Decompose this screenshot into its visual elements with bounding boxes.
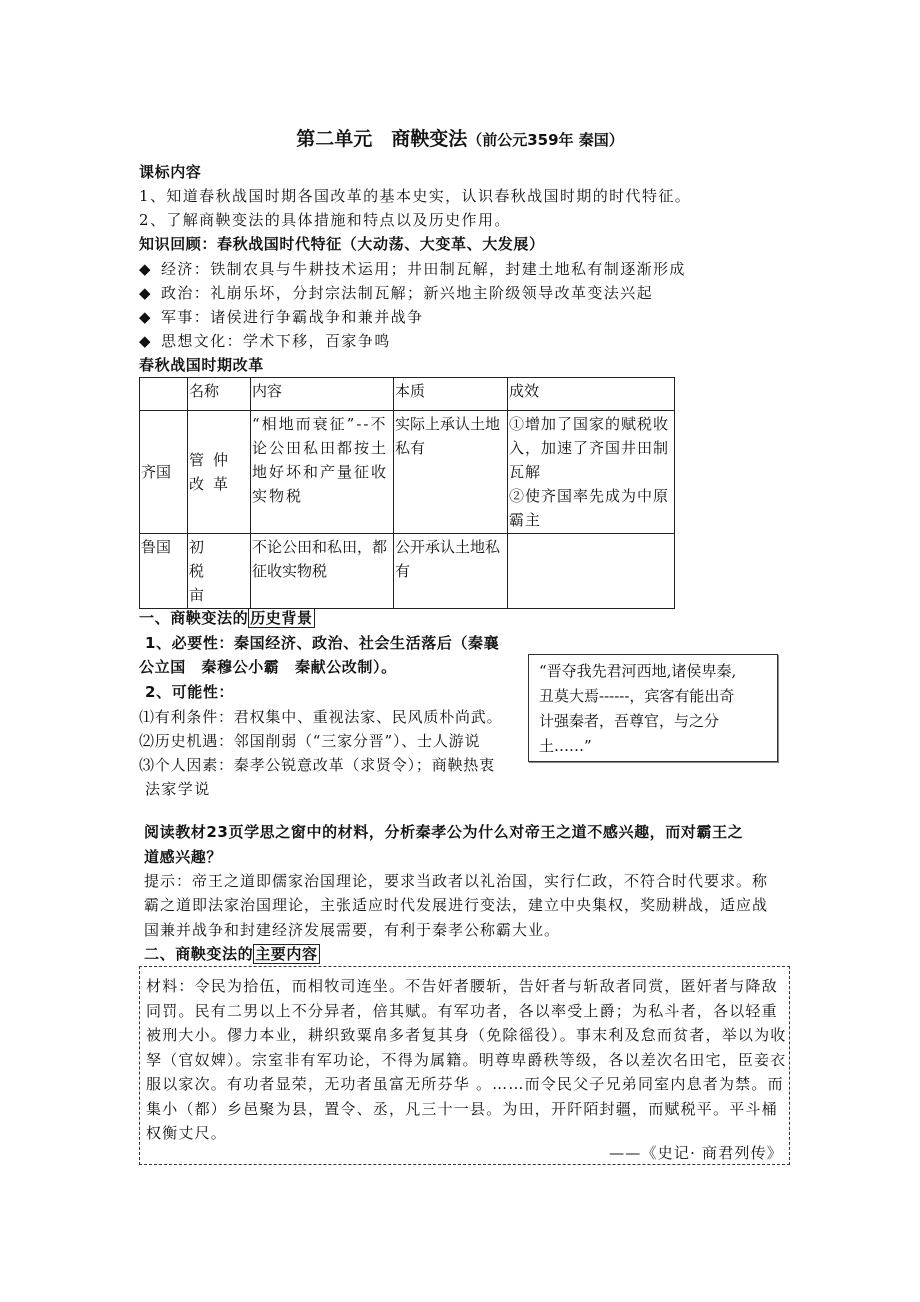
possibility-item: 法家学说 — [145, 780, 211, 798]
table-cell: 公开承认土地私有 — [394, 534, 508, 609]
material-box — [139, 966, 790, 1165]
review-item — [139, 283, 653, 303]
table-header: 成效 — [508, 378, 675, 411]
diamond-bullet-icon: ◆ — [139, 332, 152, 350]
heading-prefix: 二、商鞅变法的 — [144, 945, 254, 963]
necessity-line: 公立国 秦穆公小霸 秦献公改制）。 — [139, 658, 397, 676]
table-header: 本质 — [394, 378, 508, 411]
title-main: 第二单元 商鞅变法 — [296, 128, 468, 150]
curriculum-item: 1、知道春秋战国时期各国改革的基本史实，认识春秋战国时期的时代特征。 — [139, 187, 692, 205]
review-text: 思想文化：学术下移，百家争鸣 — [161, 332, 391, 350]
necessity-line: 1、必要性：秦国经济、政治、社会生活落后（秦襄 — [145, 634, 500, 652]
section1-heading — [139, 608, 315, 628]
table-heading: 春秋战国时期改革 — [139, 356, 264, 374]
heading-boxed: 历史背景 — [250, 609, 313, 627]
hint-line: 提示：帝王之道即儒家治国理论，要求当政者以礼治国，实行仁政，不符合时代要求。称 — [144, 872, 769, 890]
material-line: 被刑大小。僇力本业，耕织致粟帛多者复其身（免除徭役）。事末利及怠而贫者，举以为收 — [146, 1026, 787, 1044]
review-text: 军事：诸侯进行争霸战争和兼并战争 — [161, 308, 424, 326]
diamond-bullet-icon: ◆ — [139, 260, 152, 278]
review-text: 经济：铁制农具与牛耕技术运用；井田制瓦解，封建土地私有制逐渐形成 — [161, 260, 686, 278]
review-item — [139, 259, 686, 279]
table-header-row — [140, 378, 675, 411]
quote-line: 计强秦者，吾尊官，与之分 — [539, 712, 720, 730]
curriculum-item: 2、了解商鞅变法的具体措施和特点以及历史作用。 — [139, 211, 511, 229]
table-cell — [508, 534, 675, 609]
possibility-heading: 2、可能性： — [145, 683, 235, 701]
table-cell: 不论公田和私田，都征收实物税 — [251, 534, 394, 609]
possibility-item: ⑴有利条件：君权集中、重视法家、民风质朴尚武。 — [139, 708, 503, 726]
reform-table — [139, 377, 675, 609]
section2-heading — [144, 944, 320, 964]
review-text: 政治：礼崩乐坏，分封宗法制瓦解；新兴地主阶级领导改革变法兴起 — [161, 284, 654, 302]
table-cell: 管仲改革 — [188, 411, 251, 534]
possibility-item: ⑵历史机遇：邻国削弱（“三家分晋”）、士人游说 — [139, 732, 481, 750]
material-line: 权衡丈尺。 — [146, 1124, 228, 1142]
table-cell: 鲁国 — [140, 534, 188, 609]
page-title — [0, 124, 920, 151]
table-cell: 实际上承认土地私有 — [394, 411, 508, 534]
table-cell: 齐国 — [140, 411, 188, 534]
review-heading: 知识回顾：春秋战国时代特征（大动荡、大变革、大发展） — [139, 235, 545, 253]
material-line: 集小（都）乡邑聚为县，置令、丞，凡三十一县。为田，开阡陌封疆，而赋税平。平斗桶 — [146, 1100, 778, 1118]
question-line: 阅读教材23页学思之窗中的材料，分析秦孝公为什么对帝王之道不感兴趣，而对霸王之 — [144, 823, 744, 841]
quote-line: 丑莫大焉------，宾客有能出奇 — [539, 687, 735, 705]
quote-box — [528, 654, 778, 762]
table-header — [140, 378, 188, 411]
quote-line: 土……” — [539, 737, 592, 755]
table-header: 内容 — [251, 378, 394, 411]
material-line: 同罚。民有二男以上不分异者，倍其赋。有军功者，各以率受上爵；为私斗者，各以轻重 — [146, 1002, 778, 1020]
citation: ——《史记· 商君列传》 — [609, 1144, 783, 1162]
possibility-item: ⑶个人因素：秦孝公锐意改革（求贤令）；商鞅热衷 — [139, 756, 495, 774]
hint-line: 国兼并战争和封建经济发展需要，有利于秦孝公称霸大业。 — [144, 921, 561, 939]
diamond-bullet-icon: ◆ — [139, 308, 152, 326]
table-cell: ①增加了国家的赋税收入，加速了齐国井田制瓦解 ②使齐国率先成为中原霸主 — [508, 411, 675, 534]
heading-boxed: 主要内容 — [255, 945, 318, 963]
review-item — [139, 331, 391, 351]
quote-line: “晋夺我先君河西地,诸侯卑秦, — [539, 662, 737, 680]
table-cell: “相地而衰征”--不论公田私田都按土地好坏和产量征收实物税 — [251, 411, 394, 534]
material-line: 材料：令民为拾伍，而相牧司连坐。不告奸者腰斩，告奸者与斩敌者同赏，匿奸者与降敌 — [146, 977, 778, 995]
material-line: 服以家次。有功者显荣，无功者虽富无所芬华 。……而令民父子兄弟同室内息者为禁。而 — [146, 1075, 784, 1093]
curriculum-heading: 课标内容 — [139, 163, 202, 181]
table-header: 名称 — [188, 378, 251, 411]
question-line: 道感兴趣？ — [144, 848, 223, 866]
diamond-bullet-icon: ◆ — [139, 284, 152, 302]
heading-prefix: 一、商鞅变法的 — [139, 609, 249, 627]
table-cell: 初税亩 — [188, 534, 251, 609]
title-sub: （前公元359年 秦国） — [467, 131, 624, 149]
review-item — [139, 307, 423, 327]
table-row — [140, 534, 675, 609]
table-row — [140, 411, 675, 534]
material-line: 孥（官奴婢）。宗室非有军功论，不得为属籍。明尊卑爵秩等级，各以差次名田宅，臣妾衣 — [146, 1051, 787, 1069]
hint-line: 霸之道即法家治国理论，主张适应时代发展进行变法，建立中央集权，奖励耕战，适应战 — [144, 896, 769, 914]
